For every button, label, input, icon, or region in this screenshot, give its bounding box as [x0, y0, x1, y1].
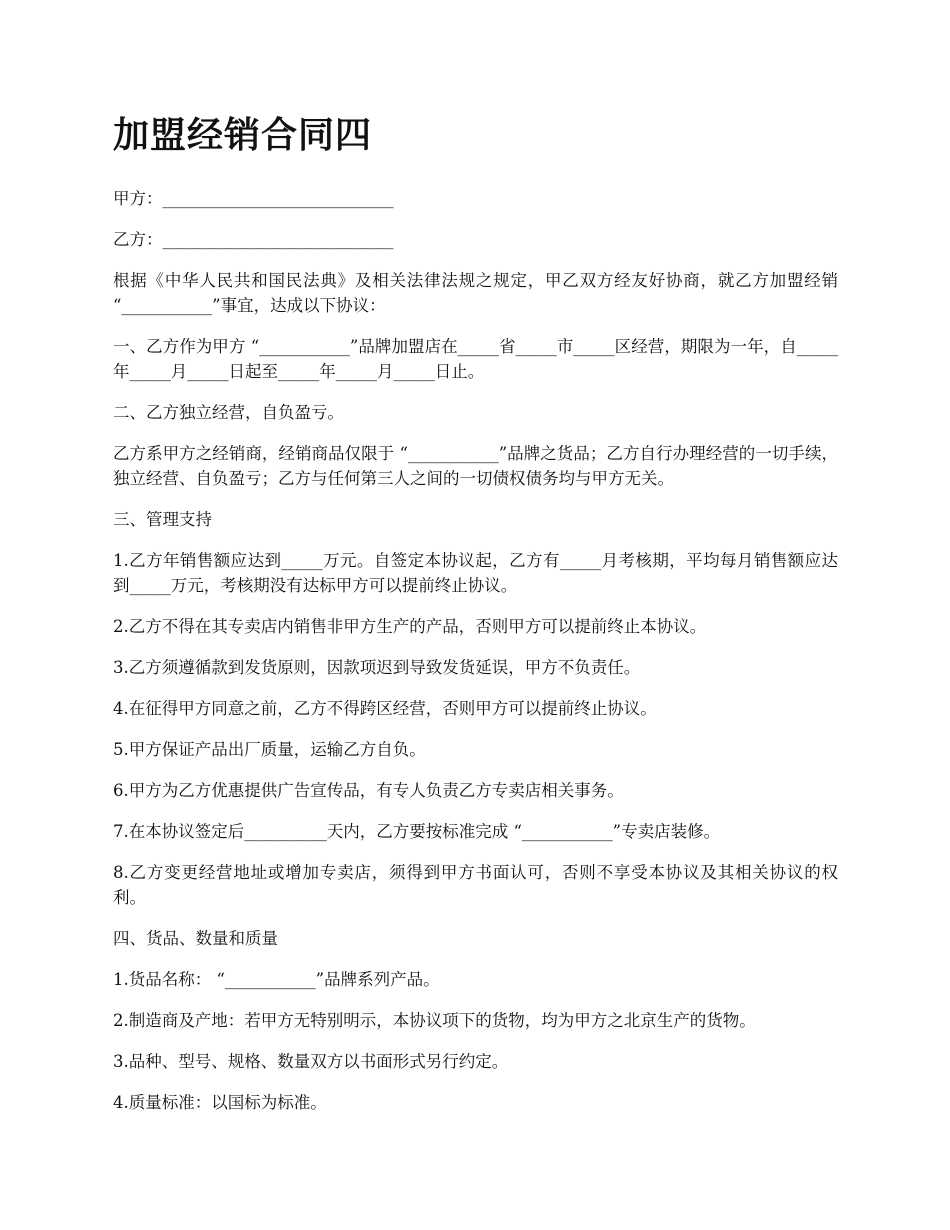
clause-2-heading: 二、乙方独立经营，自负盈亏。	[113, 403, 344, 422]
clause-4-item-1: 1.货品名称： “___________”品牌系列产品。	[113, 970, 440, 989]
party-b-line: 乙方：____________________________	[113, 230, 394, 249]
party-a-line: 甲方：____________________________	[113, 189, 394, 208]
clause-4-heading: 四、货品、数量和质量	[113, 929, 278, 948]
clause-3-item-8: 8.乙方变更经营地址或增加专卖店，须得到甲方书面认可，否则不享受本协议及其相关协议的权利。	[113, 863, 838, 907]
preamble-paragraph: 根据《中华人民共和国民法典》及相关法律法规之规定，甲乙双方经友好协商，就乙方加盟经销 “___________”事宜，达成以下协议：	[113, 271, 838, 315]
clause-3-item-6: 6.甲方为乙方优惠提供广告宣传品，有专人负责乙方专卖店相关事务。	[113, 781, 624, 800]
clause-4-item-4: 4.质量标准：以国标为标准。	[113, 1093, 327, 1112]
clause-3-item-2: 2.乙方不得在其专卖店内销售非甲方生产的产品，否则甲方可以提前终止本协议。	[113, 617, 707, 636]
clause-1-paragraph: 一、乙方作为甲方 “___________”品牌加盟店在_____省_____市_____区经营，期限为一年，自_____年_____月_____日起至_____年_____月_____日止。	[113, 337, 838, 381]
clause-3-item-1: 1.乙方年销售额应达到_____万元。自签定本协议起，乙方有_____月考核期，平均每月销售额应达到_____万元，考核期没有达标甲方可以提前终止协议。	[113, 551, 838, 595]
clause-3-item-3: 3.乙方须遵循款到发货原则，因款项迟到导致发货延误，甲方不负责任。	[113, 658, 641, 677]
clause-3-heading: 三、管理支持	[113, 510, 212, 529]
clause-4-item-2: 2.制造商及产地：若甲方无特别明示，本协议项下的货物，均为甲方之北京生产的货物。	[113, 1011, 756, 1030]
clause-3-item-5: 5.甲方保证产品出厂质量，运输乙方自负。	[113, 740, 426, 759]
clause-3-item-7: 7.在本协议签定后__________天内，乙方要按标准完成 “___________”专卖店装修。	[113, 822, 721, 841]
document-title: 加盟经销合同四	[113, 114, 373, 156]
document-page	[113, 112, 838, 1131]
clause-4-item-3: 3.品种、型号、规格、数量双方以书面形式另行约定。	[113, 1052, 509, 1071]
clause-3-item-4: 4.在征得甲方同意之前，乙方不得跨区经营，否则甲方可以提前终止协议。	[113, 699, 657, 718]
clause-2-paragraph: 乙方系甲方之经销商，经销商品仅限于 “___________”品牌之货品；乙方自行办理经营的一切手续，独立经营、自负盈亏；乙方与任何第三人之间的一切债权债务均与甲方无关。	[113, 444, 838, 488]
